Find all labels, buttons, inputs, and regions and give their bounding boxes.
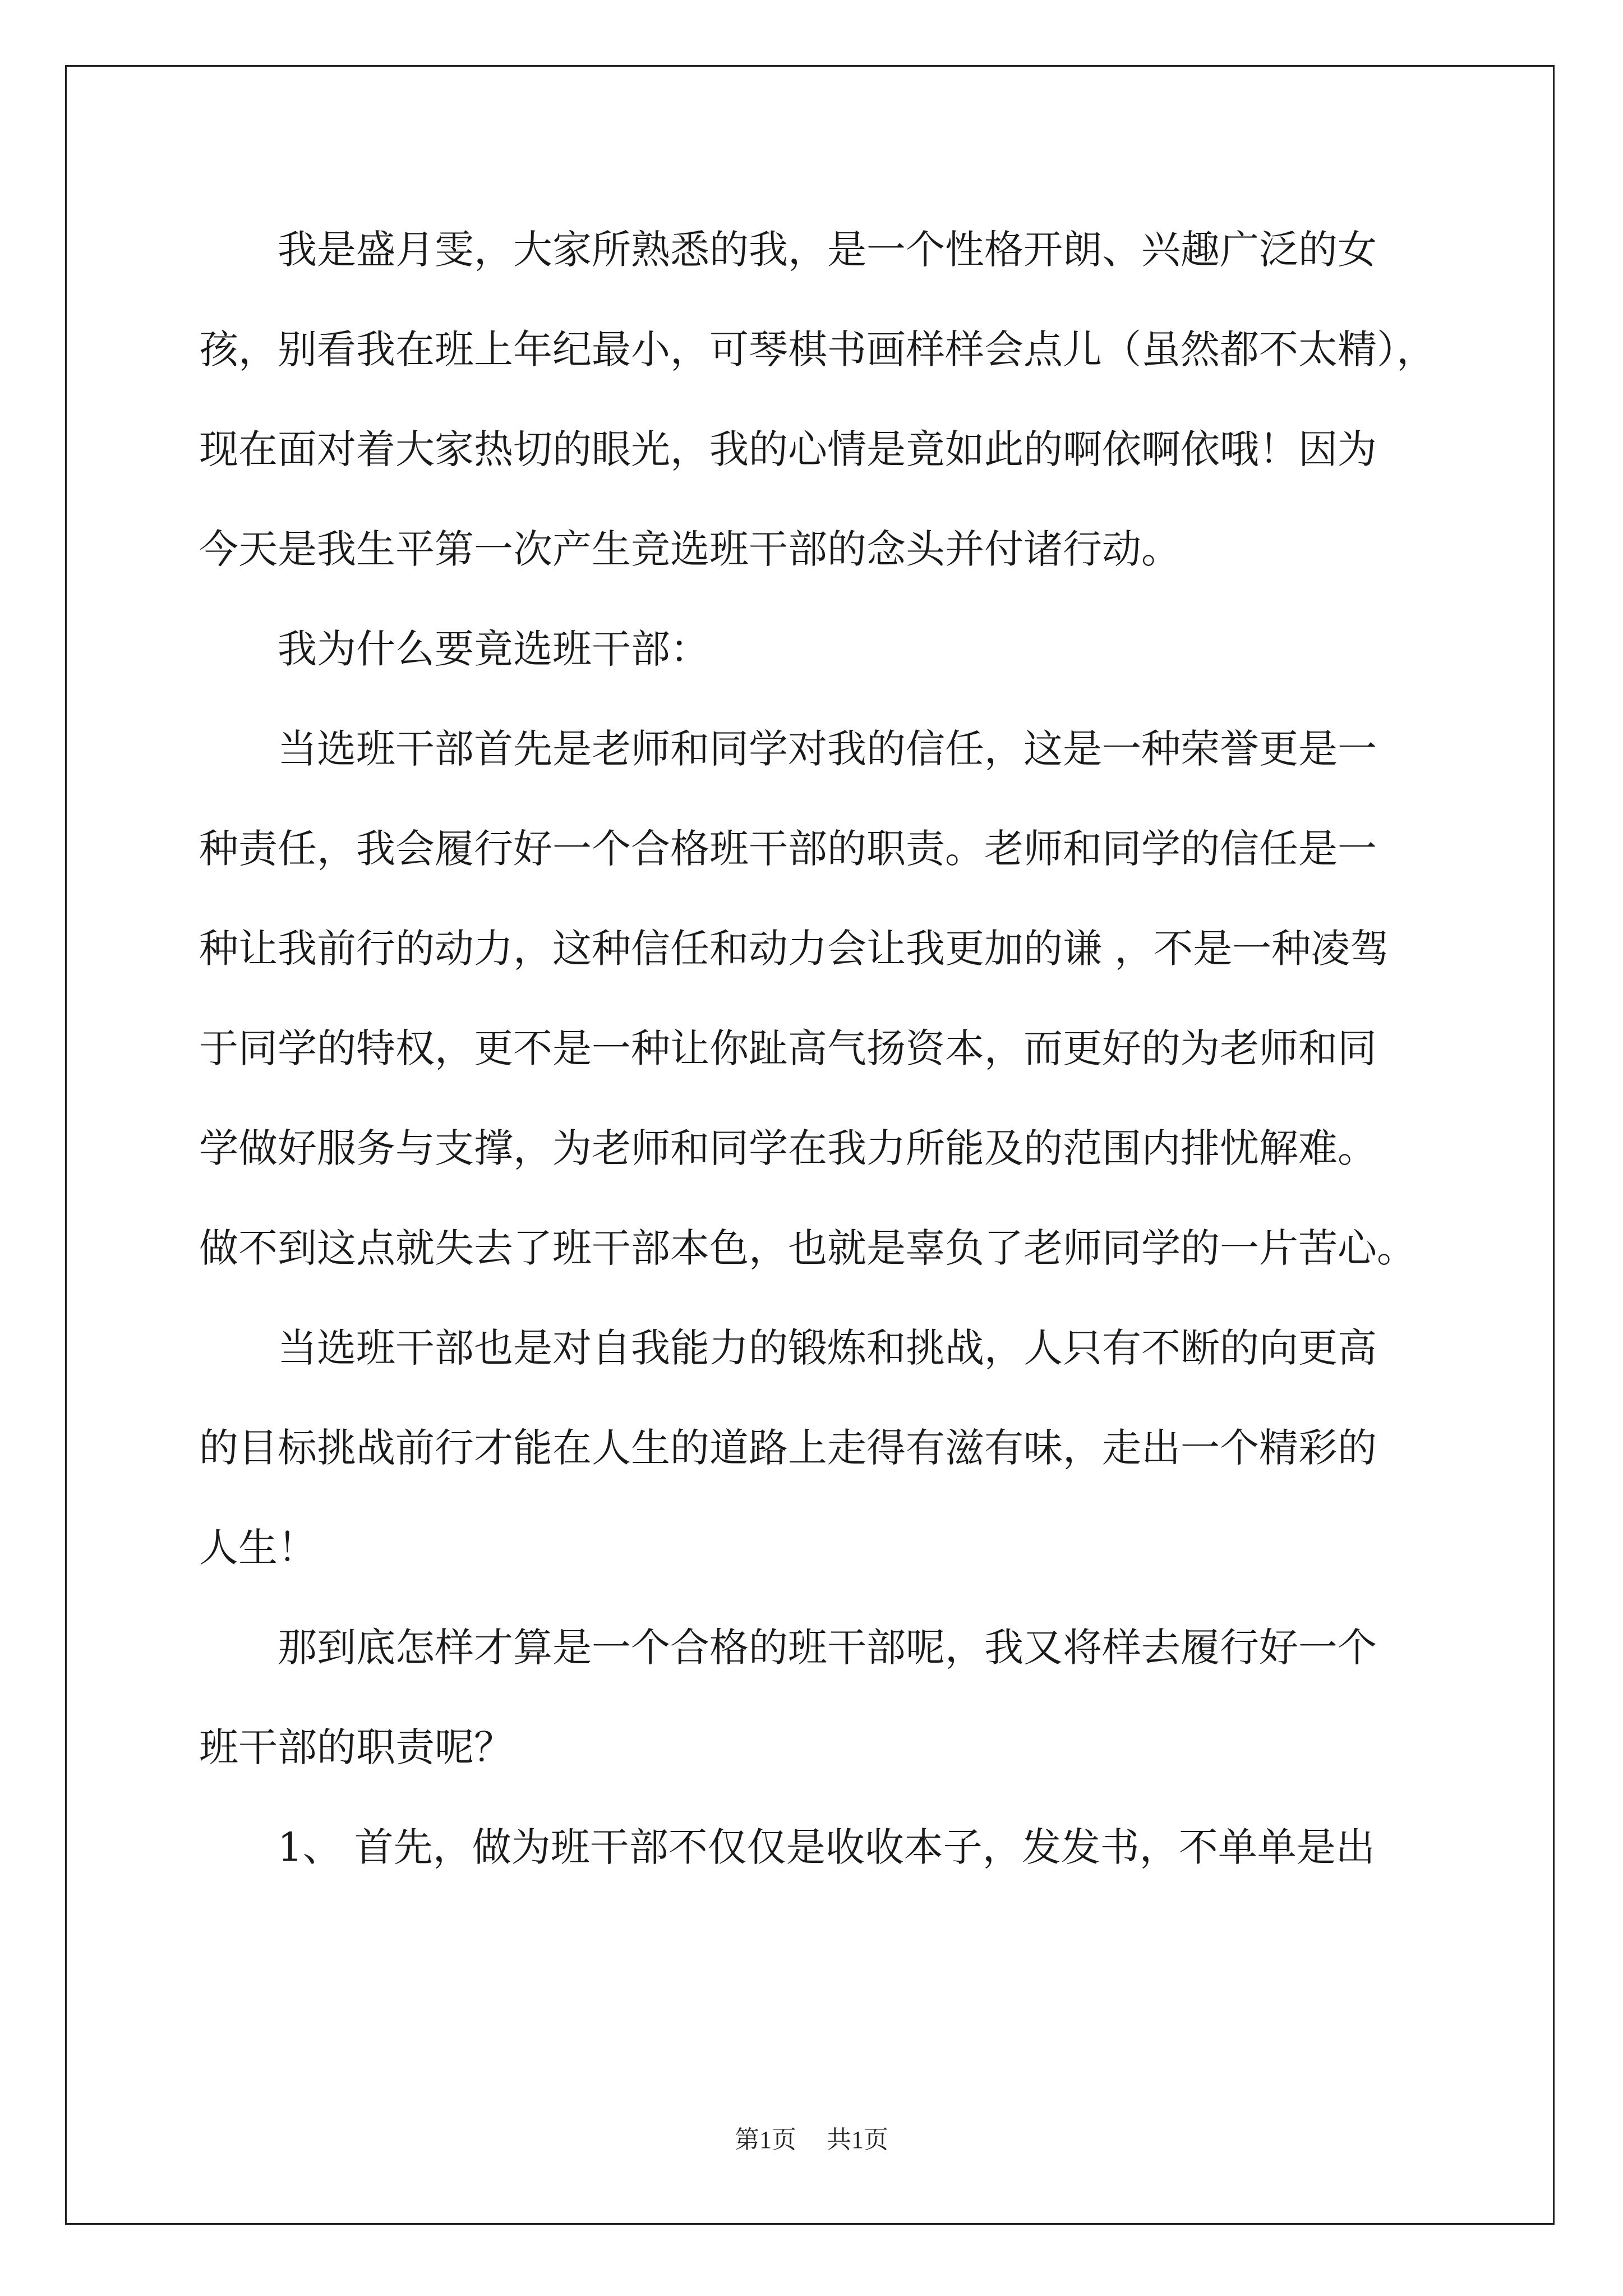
paragraph-4-line-3: 人生！ xyxy=(199,1525,317,1571)
paragraph-3-line-6: 做不到这点就失去了班干部本色，也就是辜负了老师同学的一片苦心。 xyxy=(199,1225,1416,1271)
paragraph-3-line-4: 于同学的特权，更不是一种让你趾高气扬资本，而更好的为老师和同 xyxy=(199,1025,1377,1071)
paragraph-3-line-5: 学做好服务与支撑，为老师和同学在我力所能及的范围内排忧解难。 xyxy=(199,1125,1377,1171)
paragraph-4-line-1: 当选班干部也是对自我能力的锻炼和挑战，人只有不断的向更高 xyxy=(278,1325,1377,1371)
paragraph-4-line-2: 的目标挑战前行才能在人生的道路上走得有滋有味，走出一个精彩的 xyxy=(199,1425,1377,1471)
paragraph-1-line-2: 孩，别看我在班上年纪最小，可琴棋书画样样会点儿（虽然都不太精）， xyxy=(199,326,1436,372)
page-total: 共1页 xyxy=(827,2126,888,2154)
paragraph-5-line-1: 那到底怎样才算是一个合格的班干部呢，我又将样去履行好一个 xyxy=(278,1625,1377,1671)
paragraph-3-line-3: 种让我前行的动力，这种信任和动力会让我更加的谦 ，不是一种凌驾 xyxy=(199,926,1390,972)
paragraph-1-line-3: 现在面对着大家热切的眼光，我的心情是竟如此的啊依啊依哦！因为 xyxy=(199,426,1377,472)
paragraph-1-line-1: 我是盛月雯，大家所熟悉的我，是一个性格开朗、兴趣广泛的女 xyxy=(278,227,1377,273)
paragraph-2-line-1: 我为什么要竟选班干部： xyxy=(278,626,709,672)
paragraph-6-line-1: 1、 首先，做为班干部不仅仅是收收本子，发发书，不单单是出 xyxy=(278,1824,1375,1870)
page-footer xyxy=(0,2119,1623,2155)
paragraph-3-line-2: 种责任，我会履行好一个合格班干部的职责。老师和同学的信任是一 xyxy=(199,826,1377,872)
paragraph-5-line-2: 班干部的职责呢？ xyxy=(199,1724,513,1770)
page-number: 第1页 xyxy=(735,2126,796,2154)
paragraph-3-line-1: 当选班干部首先是老师和同学对我的信任，这是一种荣誉更是一 xyxy=(278,726,1377,772)
paragraph-1-line-4: 今天是我生平第一次产生竞选班干部的念头并付诸行动。 xyxy=(199,526,1181,572)
